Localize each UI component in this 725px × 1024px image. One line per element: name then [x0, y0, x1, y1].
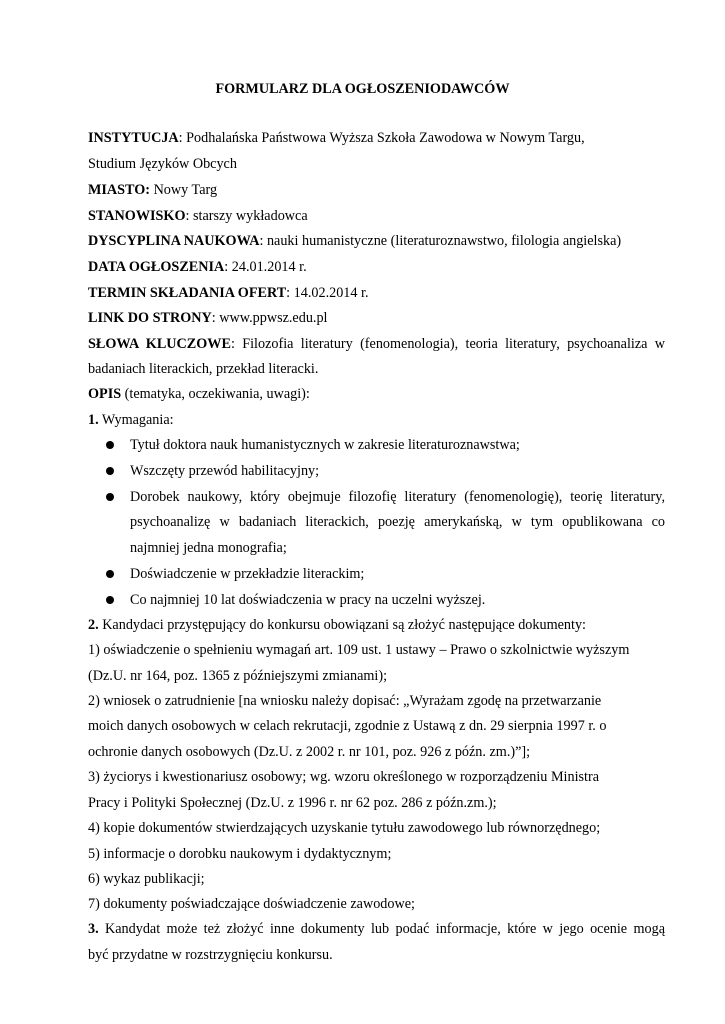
position-label: STANOWISKO: [88, 208, 186, 224]
description-value: (tematyka, oczekiwania, uwagi):: [121, 386, 310, 402]
deadline-line: [88, 284, 369, 302]
discipline-value: : nauki humanistyczne (literaturoznawstwo, filologia angielska): [259, 233, 622, 249]
bullet-icon: [106, 596, 114, 604]
section-3-line: [88, 920, 665, 938]
document-title: FORMULARZ DLA OGŁOSZENIODAWCÓW: [215, 81, 510, 97]
institution-value: : Podhalańska Państwowa Wyższa Szkoła Zawodowa w Nowym Targu,: [178, 130, 585, 146]
document-item-cont: (Dz.U. nr 164, poz. 1365 z późniejszymi zmianami);: [88, 668, 388, 684]
deadline-value: : 14.02.2014 r.: [286, 285, 369, 301]
document-item-cont: ochronie danych osobowych (Dz.U. z 2002 r. nr 101, poz. 926 z późn. zm.)”];: [88, 744, 531, 760]
keywords-label: SŁOWA KLUCZOWE: [88, 336, 231, 352]
section-1-heading: [88, 411, 174, 429]
keywords-value: : Filozofia literatury (fenomenologia), teoria literatury, psychoanaliza w: [230, 336, 665, 352]
date-value: : 24.01.2014 r.: [224, 259, 307, 275]
requirement-item: Wszczęty przewód habilitacyjny;: [130, 463, 320, 479]
requirement-item: Dorobek naukowy, który obejmuje filozofię literatury (fenomenologię), teorię literatury,: [130, 489, 665, 505]
city-line: [88, 181, 217, 199]
document-item-cont: Pracy i Polityki Społecznej (Dz.U. z 1996 r. nr 62 poz. 286 z późn.zm.);: [88, 795, 497, 811]
discipline-label: DYSCYPLINA NAUKOWA: [88, 233, 260, 249]
description-label: OPIS: [88, 386, 122, 402]
deadline-label: TERMIN SKŁADANIA OFERT: [88, 285, 287, 301]
section-1-title: Wymagania:: [98, 412, 174, 428]
discipline-line: [88, 232, 621, 250]
link-line: [88, 309, 328, 327]
requirement-item: Tytuł doktora nauk humanistycznych w zakresie literaturoznawstwa;: [130, 437, 520, 453]
institution-line-2: Studium Języków Obcych: [88, 156, 237, 172]
requirement-item: Doświadczenie w przekładzie literackim;: [130, 566, 365, 582]
date-label: DATA OGŁOSZENIA: [88, 259, 225, 275]
city-label: MIASTO:: [88, 182, 151, 198]
link-label: LINK DO STRONY: [88, 310, 212, 326]
city-value: Nowy Targ: [150, 182, 218, 198]
institution-label: INSTYTUCJA: [88, 130, 179, 146]
document-item-cont: moich danych osobowych w celach rekrutacji, zgodnie z Ustawą z dn. 29 sierpnia 1997 r. o: [88, 718, 607, 734]
bullet-icon: [106, 493, 114, 501]
section-3-line-2: być przydatne w rozstrzygnięciu konkursu.: [88, 947, 333, 963]
requirement-item-cont: psychoanalizę w badaniach literackich, poezję amerykańską, w tym opublikowana co: [130, 514, 665, 530]
section-3-text: Kandydat może też złożyć inne dokumenty lub podać informacje, które w jego ocenie mogą: [98, 921, 665, 937]
document-item: 3) życiorys i kwestionariusz osobowy; wg. wzoru określonego w rozporządzeniu Ministra: [88, 769, 600, 785]
bullet-icon: [106, 467, 114, 475]
position-value: : starszy wykładowca: [185, 208, 308, 224]
link-value: : www.ppwsz.edu.pl: [211, 310, 328, 326]
date-line: [88, 258, 307, 276]
document-item: 5) informacje o dorobku naukowym i dydaktycznym;: [88, 846, 392, 862]
document-item: 6) wykaz publikacji;: [88, 871, 205, 887]
document-item: 1) oświadczenie o spełnieniu wymagań art. 109 ust. 1 ustawy – Prawo o szkolnictwie wyższym: [88, 642, 630, 658]
section-2-title: Kandydaci przystępujący do konkursu obowiązani są złożyć następujące dokumenty:: [98, 617, 586, 633]
requirement-item: Co najmniej 10 lat doświadczenia w pracy na uczelni wyższej.: [130, 592, 486, 608]
section-3-number: 3.: [88, 921, 99, 937]
requirement-item-cont: najmniej jedna monografia;: [130, 540, 287, 556]
bullet-icon: [106, 441, 114, 449]
bullet-icon: [106, 570, 114, 578]
description-line: [88, 385, 310, 403]
section-2-heading: [88, 616, 586, 634]
section-2-number: 2.: [88, 617, 99, 633]
keywords-line-2: badaniach literackich, przekład literacki.: [88, 361, 319, 377]
document-item: 4) kopie dokumentów stwierdzających uzyskanie tytułu zawodowego lub równorzędnego;: [88, 820, 601, 836]
position-line: [88, 207, 308, 225]
document-item: 7) dokumenty poświadczające doświadczenie zawodowe;: [88, 896, 415, 912]
document-item: 2) wniosek o zatrudnienie [na wniosku należy dopisać: „Wyrażam zgodę na przetwarzanie: [88, 693, 602, 709]
section-1-number: 1.: [88, 412, 99, 428]
institution-line: [88, 129, 585, 147]
keywords-line: [88, 335, 665, 353]
